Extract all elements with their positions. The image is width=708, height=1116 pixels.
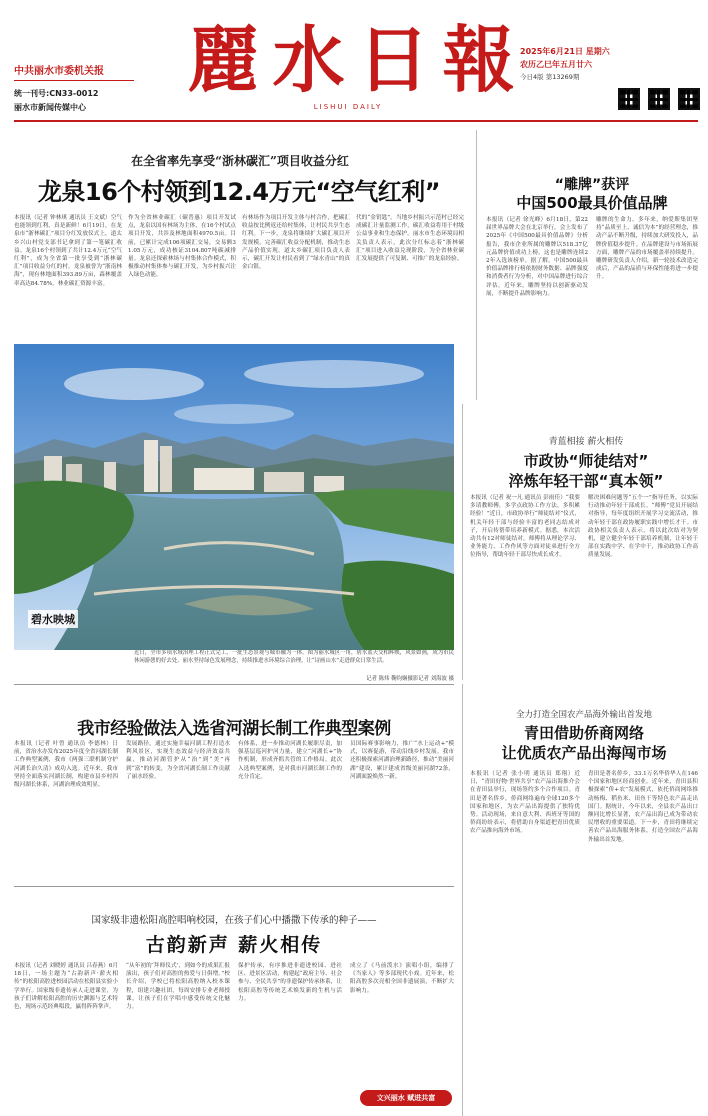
- masthead-left-top: 中共丽水市委机关报: [14, 66, 104, 77]
- story2-col1: 本报讯（记者 徐光峰）6月18日，第22届世界品牌大会在北京举行，会上发布了2025年《中国500最具价值品牌》分析报告，我市企业所属的雕牌以518.37亿元品牌价值成功上榜，这也是雕牌连续22年入选该榜单。据了解，中国500最具价值品牌排行榜依据财务数据、品牌强度和消费者行为分析，对中国品牌进行综合评估。近年来，雕牌坚持以创新驱动发展，不断提升品牌影响力。: [486, 217, 588, 297]
- story5-kicker: 全力打造全国农产品海外输出首发地: [515, 710, 652, 720]
- story1-kicker: 在全省率先享受“浙林碳汇”项目收益分红: [131, 154, 349, 168]
- story4-col1: 本报讯（记者 叶曾 通讯员 李德林）日前，省治水办发布2025年度全省河湖长制工作典型案例，我市《两强三联机制守护河湖长治久清》成功入选。近年来，我市坚持全面落实河湖长制，构建市县乡村四级河湖长体系，河湖治理成效明显。: [14, 741, 118, 789]
- story4-col2: 发展路径，通过实施幸福河湖工程打造水利风景区，实现生态效益与经济效益共赢，推动河湖管护从“治”到“美”再到“富”的转变，为全省河湖长制工作贡献了丽水经验。: [126, 741, 230, 780]
- story1-col1: 本报讯（记者 钟林琪 通讯员 王文斌）空气也能领到红利，真是新鲜！6月19日，在龙泉市“浙林碳汇”项目分红发放仪式上，道太乡兴山村党支部书记拿到了第一笔碳汇收益。龙泉16个村领到了共计12.4万元“空气红利”，成为全省第一批享受到“浙林碳汇”项目收益分红的村。龙泉被誉为“浙南林海”，现有林地面积393.89万亩，森林覆盖率高达84.78%，林业碳汇资源丰富。: [14, 215, 122, 287]
- story1-headline: 龙泉16个村领到12.4万元“空气红利”: [37, 178, 441, 206]
- qr-code-3: [678, 88, 700, 110]
- masthead-date: 2025年6月21日 星期六: [520, 47, 610, 56]
- city-river-photo: [14, 344, 454, 650]
- qr-code-1: [618, 88, 640, 110]
- qr-code-2: [648, 88, 670, 110]
- story6-col2: “从年初的‘拜师仪式’，到如今的成果汇报演出，孩子们对高腔的热爱与日俱增。”校长介绍，学校已将松阳高腔纳入校本课程，组建兴趣社团，每周安排专业老师授课，让孩子们在学唱中感受传统文化魅力。: [126, 963, 230, 1011]
- story6-headline: 古韵新声 薪火相传: [145, 934, 323, 956]
- story4-col4: 员国际赛事影响力，推广“水上运动+”模式，以赛促游，带动沿线乡村发展。我市还积极探索河湖治理新路径，推动“美丽河湖”建设，累计建成省级美丽河湖72条，河湖面貌焕然一新。: [350, 741, 454, 780]
- masthead-issn: 统一刊号:CN33-0012: [14, 89, 99, 98]
- story3-kicker: 青蓝相接 薪火相传: [548, 437, 624, 447]
- story5-col2: 青田是著名侨乡，33.1万名华侨华人在146个国家和地区经商创业。近年来，青田县积极探索“侨+农”发展模式，依托侨商网络推动杨梅、稻鱼米、田鱼干等特色农产品走出国门。据统计，今年以来，全县农产品出口额同比增长显著，农产品出海已成为带动农民增收的重要渠道。下一步，青田将继续完善农产品出海服务体系，打造全国农产品海外输出首发地。: [588, 771, 698, 843]
- culture-brand-text: 文兴丽水 赋进共富: [376, 1094, 436, 1102]
- story6-col4: 成立了《马前泼水》演唱小组，编排了《当家人》等多部现代小戏。近年来，松阳高腔多次亮相全国非遗展演，不断扩大影响力。: [350, 963, 454, 994]
- story6-col3: 保护传承，有序推进非遗进校园、进社区、进景区活动，构建起“政府主导、社会参与、全民共享”的非遗保护传承体系，让松阳高腔等传统艺术焕发新的生机与活力。: [238, 963, 342, 1002]
- photo-credit: 记者 陈炜 鞠钧娴摄影记者 刘海波 摄: [366, 676, 454, 682]
- masthead-lunar: 农历乙巳年五月廿六: [520, 60, 592, 69]
- story3-headline1: 市政协“师徒结对”: [523, 452, 649, 470]
- story5-headline2: 让优质农产品出海闯市场: [501, 744, 667, 762]
- story1-col2: 作为全省林业碳汇（碳普惠）项目开发试点，龙泉以国有林场为主体，在16个村试点项目开发，共涉及林地面积4970.5亩。目前，已累计完成106项碳汇交易，交易额31.05万元，成功核证3104.807吨碳减排量。龙泉还探索林场与村集体合作模式，积极推动村集体参与碳汇开发，为乡村振兴注入绿色动能。: [128, 215, 236, 279]
- culture-brand-badge: [360, 1090, 452, 1106]
- masthead: [0, 0, 708, 120]
- story3-col1: 本报讯（记者 祝一凡 通讯员 彭雨佳）“我要多请教师傅，多学点政协工作方法，多积累经验！”近日，市政协举行“师徒结对”仪式，机关年轻干部与经验丰富的老同志结成对子，开启传帮带培养新模式。据悉，本次活动共有12对师徒结对，师傅将从理论学习、业务能力、工作作风等方面对徒弟进行全方位指导，帮助年轻干部尽快成长成才。: [470, 495, 580, 559]
- story3-col2: 解决困难问题等“五个一”指导任务，以实际行动推动年轻干部成长。“师傅”党员开展结对指导，每年度组织开展学习交流活动，推动年轻干部在政协履职实践中增长才干。市政协相关负责人表示，将以此次结对为契机，建立健全年轻干部培养机制，让年轻干部在实践中学、在学中干，推动政协工作高质量发展。: [588, 495, 698, 559]
- story5-headline1: 青田借助侨商网络: [523, 724, 644, 742]
- masthead-org: 丽水市新闻传媒中心: [14, 103, 86, 112]
- story6-kicker: 国家级非遗松阳高腔唱响校园，在孩子们心中播撒下传承的种子——: [91, 915, 377, 926]
- photo-title: 碧水映城: [28, 610, 78, 628]
- photo-caption: 近日，全市多项水域治理工程正式完工，一批生态景观与城市融为一体。图为丽水城区一角，碧水蓝天交相辉映，风景如画，成为市民休闲游憩的好去处。丽水坚持绿色发展理念，持续推进水环境综合治理，让“诗画山水”走进群众日常生活。: [134, 650, 454, 664]
- story2-col2: 雕牌的生命力。多年来，纳爱斯集团坚持“品质至上、诚信为本”的经营理念，推动产品不断升级，持续加大研发投入，品牌价值稳步提升。在品牌建设与市场拓展方面，雕牌产品的市场覆盖率持续提升。雕牌研发负责人介绍，新一轮技术改造完成后，产品的品质与环保性能将进一步提升。: [596, 217, 698, 281]
- masthead-pages: 今日4版 第13269期: [520, 73, 580, 81]
- story2-headline: 中国500最具价值品牌: [516, 194, 668, 212]
- story6-col1: 本报讯（记者 刘晓婷 通讯员 吕春燕）6月18日，一场主题为“古韵新声·薪火相传”的松阳高腔进校园活动在松阳县实验小学举行。国家级非遗传承人走进课堂，为孩子们讲解松阳高腔的历史渊源与艺术特色，现场示范经典唱段，赢得阵阵掌声。: [14, 963, 118, 1011]
- masthead-pinyin: LISHUI DAILY: [313, 103, 383, 111]
- story5-col1: 本报讯（记者 张小明 通讯员 郑翔）近日，“青田好物·世界共享”农产品出海推介会在青田县举行，现场签约多个合作项目。青田是著名侨乡，侨商网络遍布全球120多个国家和地区，为农产品出海提供了独特优势。活动现场，来自意大利、西班牙等国的侨商纷纷表示，将借助自身渠道把青田优质农产品推向海外市场。: [470, 771, 580, 835]
- masthead-title: 麗 水 日 報: [187, 17, 509, 102]
- story1-col3: 有林场作为项目开发主体与村合作，把碳汇收益按比例返还给村集体，让村民共享生态红利。下一步，龙泉将继续扩大碳汇项目开发规模，完善碳汇收益分配机制，推动生态产品价值实现。道太乡碳汇项目负责人表示，碳汇开发让村民看到了“绿水青山”的真金白银。: [242, 215, 350, 271]
- photo-block: [14, 344, 454, 682]
- story3-headline2: 淬炼年轻干部“真本领”: [508, 472, 664, 490]
- story1-col4: 代的“金钥匙”。当地乡村振兴示范村已经完成碳汇计量监测工作，碳汇收益将用于村级公益事业和生态保护。丽水市生态环境局相关负责人表示，此次分红标志着“浙林碳汇”项目进入收益兑现阶段，为全省林业碳汇发展提供了可复制、可推广的龙泉经验。: [356, 215, 464, 263]
- story4-col3: 有体系，进一步推动河湖长履职尽责，加强基层巡河护河力量，建立“河湖长+”协作机制，形成齐抓共管的工作格局。此次入选典型案例，是对我市河湖长制工作的充分肯定。: [238, 741, 342, 780]
- story4-headline: 我市经验做法入选省河湖长制工作典型案例: [77, 719, 391, 739]
- story2-kicker: “雕牌”获评: [554, 177, 630, 193]
